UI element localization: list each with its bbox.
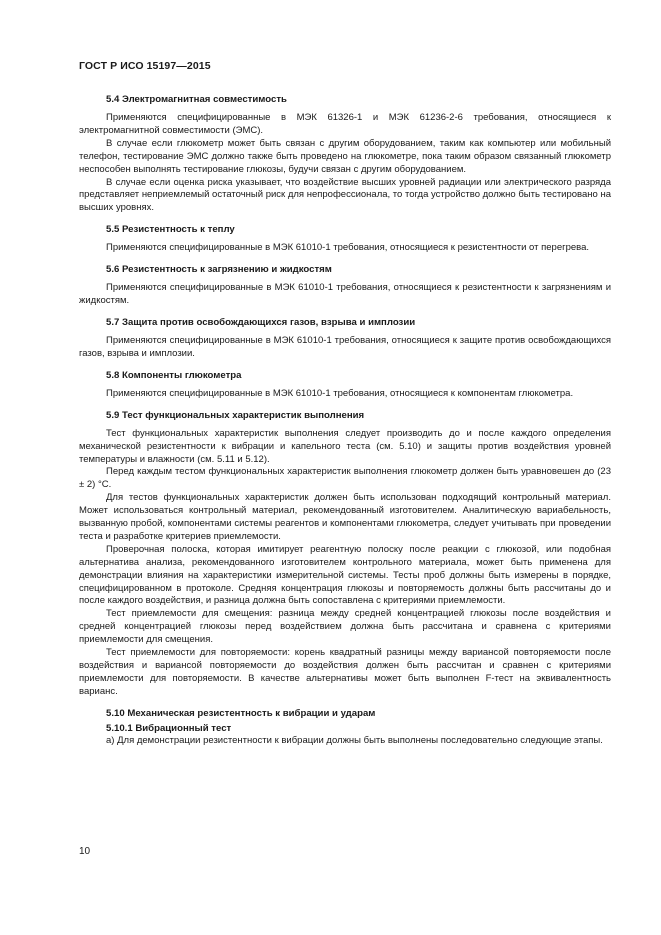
- paragraph: Применяются специфицированные в МЭК 61010-1 требования, относящиеся к резистентности от перегрева.: [106, 242, 590, 254]
- page-number: 10: [79, 846, 91, 857]
- paragraph: Применяются специфицированные в МЭК 61010-1 требования, относящиеся к компонентам глюкометра.: [106, 387, 574, 399]
- document-body: [79, 93, 611, 748]
- paragraph: Тест функциональных характеристик выполнения следует производить до и после каждого определения механической резистентности к вибрации и капельного теста (см. 5.10) и защиты против воздействия уровней температуры и влажности (см. 5.11 и 5.12).: [79, 427, 611, 465]
- paragraph: Проверочная полоска, которая имитирует реагентную полоску после реакции с глюкозой, или подобная альтернатива анализа, рекомендованного изготовителем контрольного материала, может быть применена для демонстрации влияния на характеристики измерительной системы. Тесты проб должны быть измерены в порядке, специфицированном в протоколе. Средняя концентрация глюкозы и повторяемость должны быть рассчитаны до и после каждого воздействия, и разница должна быть сопоставлена с критериями приемлемости.: [79, 543, 611, 607]
- section-heading: 5.4 Электромагнитная совместимость: [106, 94, 287, 105]
- paragraph: Тест приемлемости для повторяемости: корень квадратный разницы между вариансой повторяемости после воздействия и вариансой повторяемости до воздействия должен быть рассчитан и сравнен с критериями приемлемости для повторяемости. В качестве альтернативы может быть выполнен F-тест на эквивалентность варианс.: [79, 647, 611, 697]
- paragraph: Перед каждым тестом функциональных характеристик выполнения глюкометр должен быть уравновешен до (23 ± 2) °С.: [79, 466, 611, 491]
- section-5-10: [79, 707, 611, 748]
- paragraph: Применяются специфицированные в МЭК 61010-1 требования, относящиеся к резистентности к загрязнениям и жидкостям.: [79, 282, 611, 307]
- section-5-7: [79, 316, 611, 361]
- paragraph: В случае если оценка риска указывает, что воздействие высших уровней радиации или электрического разряда представляет неприемлемый остаточный риск для непрофессионала, то тогда устройство должно быть тестировано на высших уровнях.: [79, 176, 611, 214]
- section-heading: 5.8 Компоненты глюкометра: [106, 369, 242, 381]
- section-5-6: [79, 263, 611, 308]
- section-5-9: [79, 409, 611, 699]
- subsection-heading: 5.10.1 Вибрационный тест: [106, 722, 232, 734]
- paragraph: Для тестов функциональных характеристик должен быть использован подходящий контрольный материал. Может использоваться контрольный материал, рекомендованный изготовителем. Аналитическую вариабельность, вызванную пробой, компонентами системы реагентов и компонентами глюкометра, следует учитывать при проведении теста и разработке критериев приемлемости.: [79, 492, 611, 542]
- section-heading: 5.6 Резистентность к загрязнению и жидкостям: [106, 264, 332, 276]
- section-heading: 5.10 Механическая резистентность к вибрации и ударам: [106, 707, 376, 719]
- section-heading: 5.7 Защита против освобождающихся газов, взрыва и имплозии: [106, 316, 416, 328]
- section-5-4: [79, 93, 611, 215]
- standard-header: ГОСТ Р ИСО 15197—2015: [79, 60, 211, 72]
- section-5-8: [79, 369, 611, 401]
- paragraph: а) Для демонстрации резистентности к вибрации должны быть выполнены последовательно следующие этапы.: [106, 734, 603, 746]
- paragraph: В случае если глюкометр может быть связан с другим оборудованием, таким как компьютер или мобильный телефон, тестирование ЭМС должно также быть проведено на глюкометре, пока таким образом связанный глюкометр неспособен выполнять тестирование глюкозы, будучи связан с другим оборудованием.: [79, 137, 611, 175]
- section-heading: 5.9 Тест функциональных характеристик выполнения: [106, 409, 365, 421]
- section-heading: 5.5 Резистентность к теплу: [106, 224, 235, 236]
- paragraph: Применяются специфицированные в МЭК 61326-1 и МЭК 61236-2-6 требования, относящиеся к электромагнитной совместимости (ЭМС).: [79, 112, 611, 136]
- paragraph: Тест приемлемости для смещения: разница между средней концентрацией глюкозы после воздействия и средней концентрацией глюкозы перед воздействием должна быть рассчитана и сравнена с критериями приемлемости для смещения.: [79, 608, 611, 646]
- section-5-5: [79, 223, 611, 255]
- paragraph: Применяются специфицированные в МЭК 61010-1 требования, относящиеся к защите против освобождающихся газов, взрыва и имплозии.: [79, 334, 611, 359]
